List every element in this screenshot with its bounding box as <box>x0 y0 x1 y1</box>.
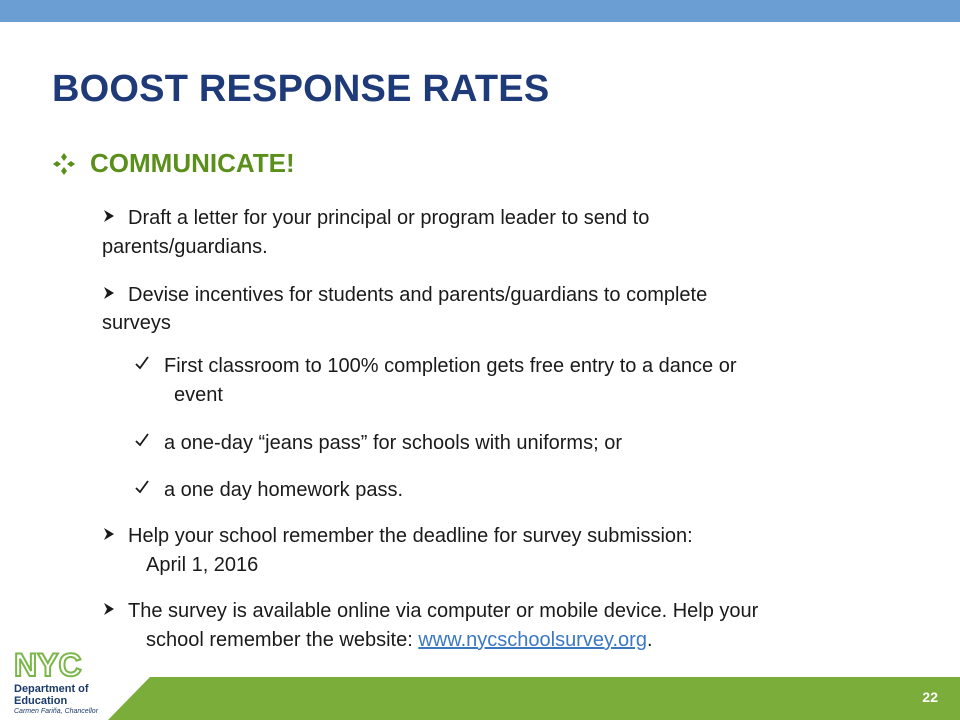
check-text: a one day homework pass. <box>164 479 404 501</box>
bullet-continuation: surveys <box>102 312 171 334</box>
website-suffix: . <box>646 629 653 651</box>
logo-department-text: Department of <box>14 683 89 695</box>
nyc-logo-icon <box>14 648 106 680</box>
check-continuation: event <box>174 384 223 406</box>
bullet-text: Draft a letter for your principal or program leader to send to <box>128 207 650 229</box>
check-text: a one-day “jeans pass” for schools with uniforms; or <box>164 432 622 454</box>
logo-brand-text: NYC <box>14 648 82 680</box>
deadline-date: April 1, 2016 <box>146 554 259 576</box>
bullet-website <box>102 596 758 626</box>
check-item-homework-pass <box>134 475 403 505</box>
bullet-deadline <box>102 521 693 551</box>
check-item-jeans-pass <box>134 428 622 458</box>
top-accent-bar <box>0 0 960 22</box>
bullet-continuation: parents/guardians. <box>102 236 268 258</box>
bullet-text: Help your school remember the deadline for survey submission: <box>128 525 693 547</box>
check-text: First classroom to 100% completion gets free entry to a dance or <box>164 355 737 377</box>
arrow-bullet-icon <box>102 602 116 616</box>
section-label: COMMUNICATE! <box>90 148 295 178</box>
diamond-cluster-icon <box>52 152 76 176</box>
arrow-bullet-icon <box>102 527 116 541</box>
bullet-text: Devise incentives for students and parents/guardians to complete <box>128 284 708 306</box>
website-line <box>146 625 653 655</box>
logo-chancellor-text: Carmen Fariña, Chancellor <box>14 708 99 715</box>
arrow-bullet-icon <box>102 286 116 300</box>
bullet-devise-incentives <box>102 280 707 310</box>
survey-website-link[interactable]: www.nycschoolsurvey.org <box>418 629 647 651</box>
nyc-doe-logo <box>14 648 114 718</box>
section-heading <box>52 148 295 179</box>
arrow-bullet-icon <box>102 209 116 223</box>
page-number: 22 <box>922 689 938 705</box>
checkmark-icon <box>134 355 150 371</box>
check-item-first-classroom <box>134 351 737 381</box>
website-prefix: school remember the website: <box>146 629 419 651</box>
checkmark-icon <box>134 479 150 495</box>
bullet-text: The survey is available online via computer or mobile device. Help your <box>128 600 759 622</box>
checkmark-icon <box>134 432 150 448</box>
slide-title: BOOST RESPONSE RATES <box>52 68 550 110</box>
bottom-accent-band <box>0 677 960 720</box>
logo-education-text: Education <box>14 695 68 707</box>
bullet-draft-letter <box>102 203 649 233</box>
